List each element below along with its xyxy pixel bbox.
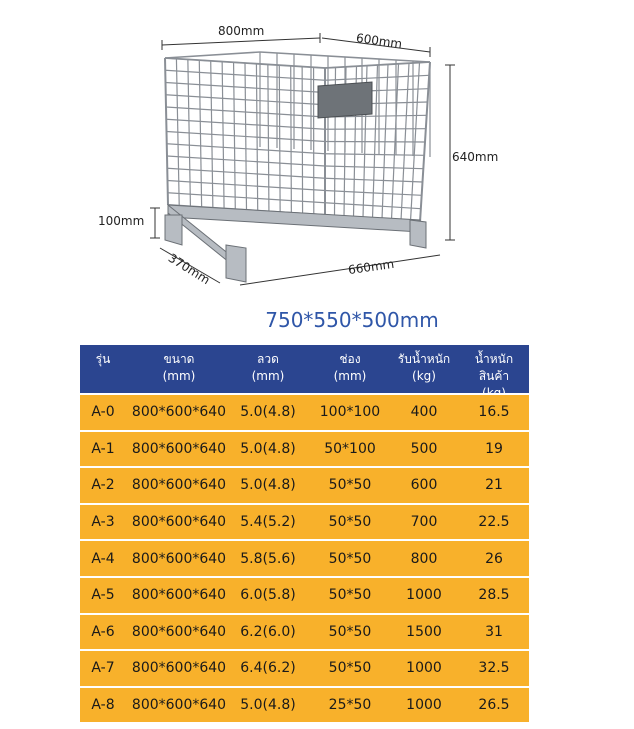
table-row <box>80 576 529 613</box>
cell-model: A-4 <box>91 550 115 567</box>
cell-size: 800*600*640 <box>131 587 227 604</box>
table-row <box>80 503 529 540</box>
cell-load: 500 <box>410 440 438 457</box>
table-row <box>80 649 529 686</box>
spec-table <box>80 345 529 722</box>
cell-load: 1000 <box>406 587 442 604</box>
cell-weight: 31 <box>485 623 503 640</box>
cell-mesh: 100*100 <box>319 404 381 421</box>
cell-size: 800*600*640 <box>131 440 227 457</box>
wire-cage-drawing <box>0 0 634 300</box>
size-title: 750*550*500mm <box>265 308 439 332</box>
cage-leg-left <box>165 215 182 245</box>
cage-label-plate <box>318 82 372 118</box>
dim-depth-label: 600mm <box>355 30 404 52</box>
cell-wire: 6.0(5.8) <box>240 587 296 604</box>
header-model: รุ่น <box>95 352 111 366</box>
cell-mesh: 50*100 <box>324 440 376 457</box>
cell-weight: 16.5 <box>478 404 510 421</box>
cell-size: 800*600*640 <box>131 404 227 421</box>
cell-mesh: 50*50 <box>328 587 372 604</box>
dim-width-label: 800mm <box>218 24 265 38</box>
table-row <box>80 686 529 723</box>
cell-weight: 21 <box>485 477 503 494</box>
table-row <box>80 539 529 576</box>
table-row <box>80 613 529 650</box>
cell-wire: 5.0(4.8) <box>240 440 296 457</box>
header-mesh: ช่อง (mm) <box>333 352 367 383</box>
table-row <box>80 430 529 467</box>
wire-cage-figure <box>0 0 634 300</box>
cell-weight: 26 <box>485 550 503 567</box>
cell-load: 1500 <box>406 623 442 640</box>
cell-model: A-7 <box>91 660 115 677</box>
header-size: ขนาด (mm) <box>162 352 196 383</box>
cell-mesh: 50*50 <box>328 514 372 531</box>
cell-model: A-8 <box>91 697 115 714</box>
dim-height-label: 640mm <box>452 150 499 164</box>
table-row <box>80 466 529 503</box>
cell-wire: 5.0(4.8) <box>240 404 296 421</box>
cell-mesh: 50*50 <box>328 623 372 640</box>
cell-model: A-1 <box>91 440 115 457</box>
cell-weight: 19 <box>485 440 503 457</box>
dim-leg-height-label: 100mm <box>98 214 145 228</box>
dim-base-depth-label: 370mm <box>165 250 213 288</box>
cell-mesh: 50*50 <box>328 550 372 567</box>
header-wire: ลวด (mm) <box>251 352 285 383</box>
cell-model: A-2 <box>91 477 115 494</box>
cell-wire: 5.4(5.2) <box>240 514 296 531</box>
cell-weight: 22.5 <box>478 514 510 531</box>
cell-wire: 6.2(6.0) <box>240 623 296 640</box>
cell-wire: 5.0(4.8) <box>240 477 296 494</box>
dim-base-width-label: 660mm <box>347 256 396 278</box>
cell-model: A-5 <box>91 587 115 604</box>
table-row <box>80 393 529 430</box>
cell-load: 700 <box>410 514 438 531</box>
cell-size: 800*600*640 <box>131 550 227 567</box>
cell-size: 800*600*640 <box>131 623 227 640</box>
cell-size: 800*600*640 <box>131 514 227 531</box>
cell-model: A-0 <box>91 404 115 421</box>
cell-load: 600 <box>410 477 438 494</box>
header-weight: น้ำหนักสินค้า <box>474 352 514 383</box>
spec-table-header <box>80 345 529 393</box>
header-load: รับน้ำหนัก (kg) <box>397 352 451 383</box>
cell-mesh: 50*50 <box>328 477 372 494</box>
cell-mesh: 25*50 <box>328 697 372 714</box>
cell-wire: 6.4(6.2) <box>240 660 296 677</box>
cell-load: 1000 <box>406 660 442 677</box>
cell-model: A-6 <box>91 623 115 640</box>
spec-table-body <box>80 393 529 722</box>
cell-load: 1000 <box>406 697 442 714</box>
cell-weight: 32.5 <box>478 660 510 677</box>
cell-model: A-3 <box>91 514 115 531</box>
cell-wire: 5.8(5.6) <box>240 550 296 567</box>
cell-size: 800*600*640 <box>131 697 227 714</box>
cell-size: 800*600*640 <box>131 477 227 494</box>
cell-load: 800 <box>410 550 438 567</box>
cell-load: 400 <box>410 404 438 421</box>
cell-size: 800*600*640 <box>131 660 227 677</box>
cell-weight: 26.5 <box>478 697 510 714</box>
cage-leg-right <box>410 220 426 248</box>
cell-mesh: 50*50 <box>328 660 372 677</box>
cell-wire: 5.0(4.8) <box>240 697 296 714</box>
cage-leg-front <box>226 245 246 282</box>
cell-weight: 28.5 <box>478 587 510 604</box>
